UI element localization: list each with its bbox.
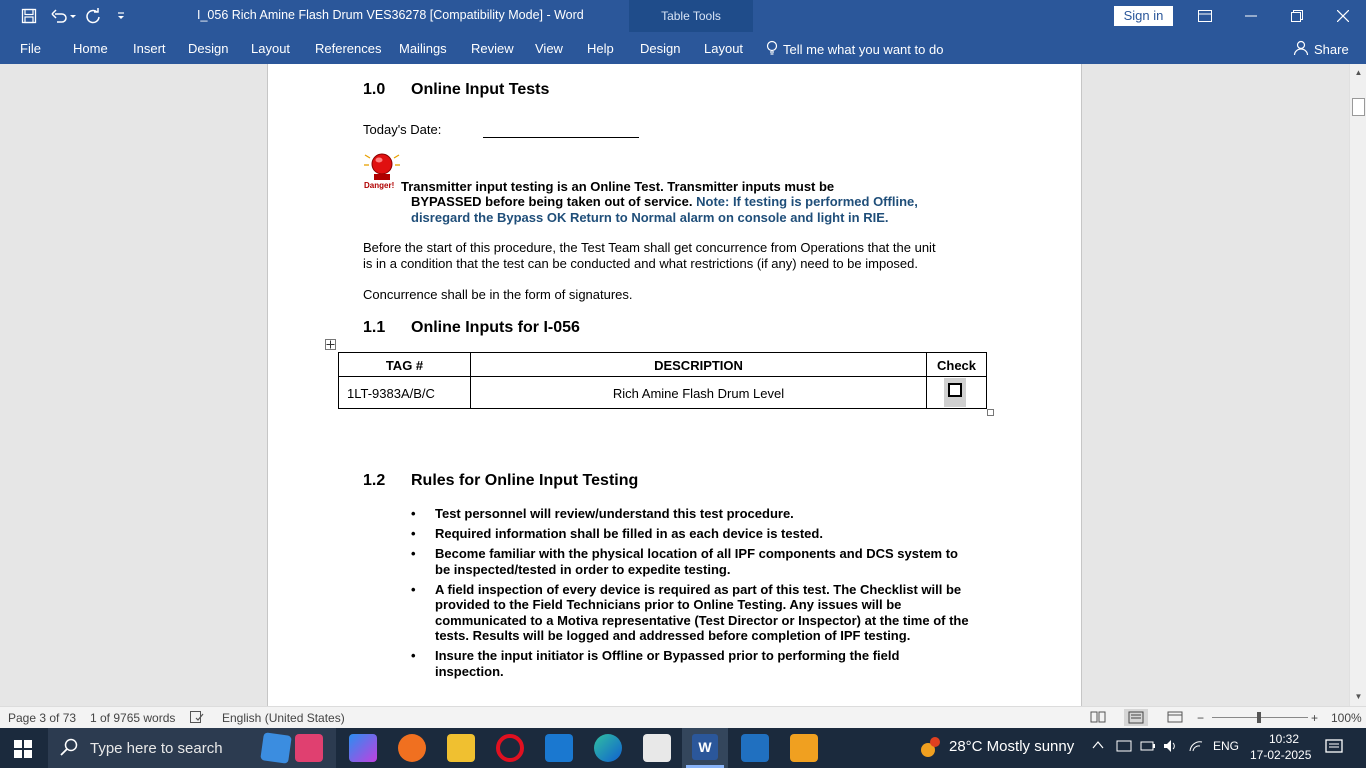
list-item: • Test personnel will review/understand this test procedure. [411, 506, 794, 521]
tab-design[interactable]: Design [188, 41, 229, 56]
table-move-handle-icon[interactable] [325, 339, 336, 350]
taskbar [0, 728, 1366, 768]
scroll-down-icon[interactable]: ▼ [1354, 692, 1363, 701]
undo-icon[interactable] [48, 6, 78, 26]
clock-date[interactable]: 17-02-2025 [1250, 748, 1312, 762]
list-item: • Become familiar with the physical location of all IPF components and DCS system to be inspected/tested in order to expedite testing. [411, 546, 958, 577]
tab-file[interactable]: File [20, 41, 41, 56]
heading-1-0-title: Online Input Tests [411, 81, 550, 98]
table-divider [339, 376, 986, 377]
weather-text[interactable]: 28°C Mostly sunny [949, 738, 1075, 755]
save-icon[interactable] [18, 6, 40, 26]
heading-1-1-title: Online Inputs for I-056 [411, 319, 580, 336]
title-bar [0, 0, 1366, 32]
danger-label: Danger! [364, 181, 395, 190]
warning-line-2 [411, 194, 918, 209]
weather-icon[interactable] [918, 736, 942, 763]
heading-1-2-number: 1.2 [363, 472, 386, 489]
note-text: Note: If testing is performed Offline, [692, 194, 918, 209]
edge-icon[interactable] [594, 734, 622, 762]
share-label: Share [1314, 42, 1349, 57]
word-icon: W [692, 734, 718, 760]
share-button[interactable] [1293, 40, 1349, 59]
app-icon[interactable] [790, 734, 818, 762]
notification-icon[interactable] [1325, 738, 1343, 759]
firefox-icon[interactable] [398, 734, 426, 762]
person-icon [1293, 40, 1309, 59]
table-tools-label: Table Tools [661, 9, 721, 23]
vertical-scrollbar[interactable] [1349, 64, 1366, 706]
tab-mailings[interactable]: Mailings [399, 41, 447, 56]
print-layout-icon[interactable] [1124, 709, 1148, 726]
zoom-level[interactable]: 100% [1331, 711, 1362, 725]
web-layout-icon[interactable] [1167, 711, 1183, 726]
search-icon [60, 738, 78, 759]
ribbon-tabs [0, 32, 1366, 64]
network-drive-icon[interactable] [1116, 739, 1132, 756]
paragraph-1-line-2: is in a condition that the test can be conducted and what restrictions (if any) need to be imposed. [363, 256, 918, 271]
todays-date-label: Today's Date: [363, 122, 442, 137]
tab-review[interactable]: Review [471, 41, 514, 56]
tab-layout[interactable]: Layout [251, 41, 291, 56]
list-item: • Required information shall be filled in as each device is tested. [411, 526, 823, 541]
rules-list [411, 506, 971, 684]
sign-in-button[interactable]: Sign in [1114, 6, 1173, 26]
minimize-icon[interactable] [1228, 0, 1274, 32]
tab-references[interactable]: References [315, 41, 382, 56]
zoom-out-icon[interactable]: − [1197, 711, 1205, 725]
paragraph-1-line-1: Before the start of this procedure, the Test Team shall get concurrence from Operations that the unit [363, 240, 936, 255]
tell-me-label: Tell me what you want to do [783, 42, 944, 57]
document-area [0, 64, 1349, 706]
zoom-slider-thumb[interactable] [1257, 712, 1261, 723]
header-check: Check [936, 358, 977, 373]
read-mode-icon[interactable] [1090, 711, 1106, 726]
tab-insert[interactable]: Insert [133, 41, 166, 56]
zoom-in-icon[interactable]: + [1311, 711, 1319, 725]
close-icon[interactable] [1320, 0, 1366, 32]
document-page[interactable] [267, 64, 1082, 706]
tab-home[interactable]: Home [73, 41, 108, 56]
document-title: I_056 Rich Amine Flash Drum VES36278 [Compatibility Mode] - Word [197, 8, 584, 22]
restore-icon[interactable] [1274, 0, 1320, 32]
ribbon-display-options-icon[interactable] [1182, 0, 1228, 32]
header-description: DESCRIPTION [654, 358, 743, 373]
customize-toolbar-icon[interactable] [110, 6, 132, 26]
tab-help[interactable]: Help [587, 41, 614, 56]
word-taskbar-active[interactable] [682, 728, 728, 768]
paragraph-2: Concurrence shall be in the form of signatures. [363, 287, 633, 302]
speaker-icon[interactable] [1163, 739, 1179, 756]
search-placeholder: Type here to search [90, 739, 223, 757]
calculator-app-icon[interactable] [643, 734, 671, 762]
status-bar [0, 706, 1366, 728]
warning-line-1: Transmitter input testing is an Online Test. Transmitter inputs must be [401, 179, 835, 194]
copilot-icon[interactable] [349, 734, 377, 762]
taskbar-search-box[interactable] [48, 728, 336, 768]
file-explorer-icon[interactable] [447, 734, 475, 762]
photo-app-icon[interactable] [295, 734, 323, 762]
scroll-up-icon[interactable]: ▲ [1354, 68, 1363, 77]
mail-icon[interactable] [545, 734, 573, 762]
puzzle-app-icon[interactable] [260, 732, 292, 764]
battery-icon[interactable] [1140, 739, 1156, 756]
inputs-table[interactable] [338, 352, 987, 409]
heading-1-0-number: 1.0 [363, 81, 386, 98]
language[interactable]: English (United States) [222, 711, 345, 725]
tell-me-search[interactable] [766, 40, 943, 59]
tab-view[interactable]: View [535, 41, 563, 56]
lightbulb-icon [766, 40, 778, 59]
cell-tag[interactable]: 1LT-9383A/B/C [347, 386, 435, 401]
warning-bypass-text: BYPASSED before being taken out of service. [411, 194, 693, 209]
word-count[interactable]: 1 of 9765 words [90, 711, 176, 725]
cell-description[interactable]: Rich Amine Flash Drum Level [612, 386, 785, 401]
clock-time[interactable]: 10:32 [1268, 732, 1300, 746]
scroll-thumb[interactable] [1352, 98, 1365, 116]
list-item: • Insure the input initiator is Offline or Bypassed prior to performing the field inspection. [411, 648, 900, 679]
tab-table-design[interactable]: Design [640, 41, 681, 56]
header-tag: TAG # [385, 358, 424, 373]
check-checkbox[interactable] [948, 383, 962, 397]
remote-desktop-icon[interactable] [741, 734, 769, 762]
tab-table-layout[interactable]: Layout [704, 41, 744, 56]
proofing-icon[interactable] [190, 711, 204, 726]
wifi-icon[interactable] [1188, 739, 1204, 756]
opera-icon[interactable] [496, 734, 524, 762]
windows-start-icon[interactable] [14, 740, 32, 761]
note-line-2: disregard the Bypass OK Return to Normal alarm on console and light in RIE. [411, 210, 889, 225]
heading-1-1-number: 1.1 [363, 319, 386, 336]
show-hidden-icons[interactable] [1092, 739, 1104, 754]
date-line [483, 137, 639, 138]
table-resize-handle[interactable] [987, 409, 994, 416]
page-count[interactable]: Page 3 of 73 [8, 711, 77, 725]
redo-icon[interactable] [82, 6, 104, 26]
heading-1-2-title: Rules for Online Input Testing [411, 472, 639, 489]
input-language[interactable]: ENG [1213, 739, 1240, 753]
list-item: • A field inspection of every device is required as part of this test. The Checklist will be provided to the Field Technicians prior to Online Testing. Any issues will be communicated to a Motiva representative (Test Director or Inspector) at the time of the tests. Results will be logged and addressed before completion of IPF testing. [411, 581, 969, 643]
